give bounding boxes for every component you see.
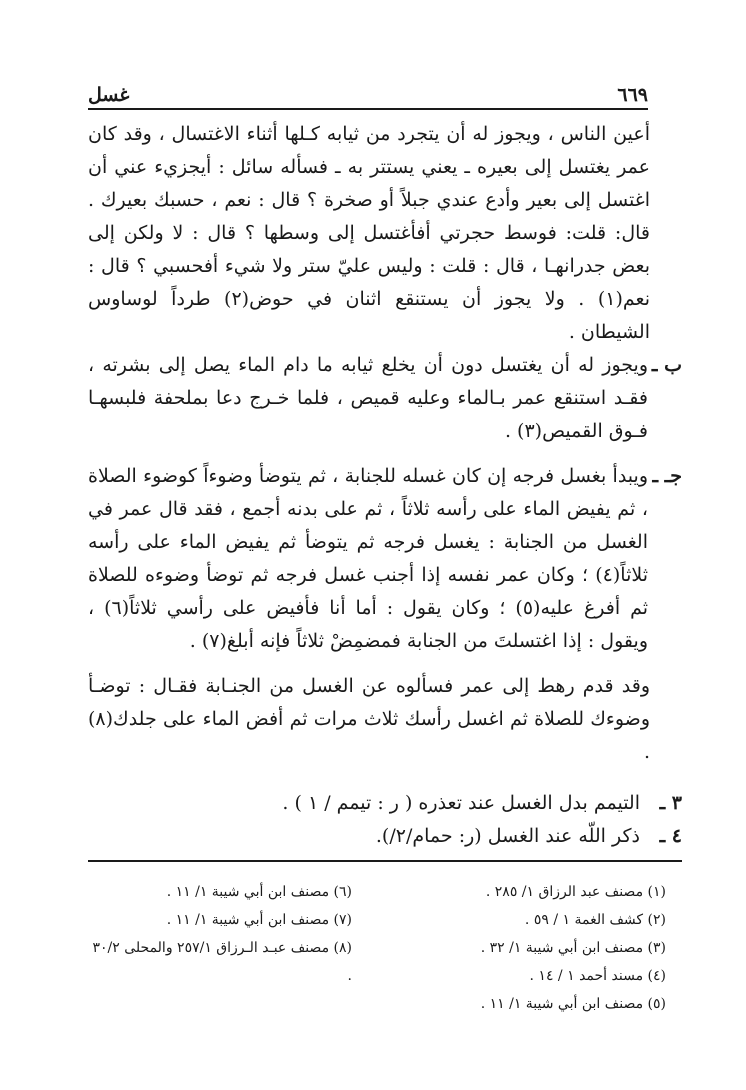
item-b-text: ويجوز له أن يغتسل دون أن يخلع ثيابه ما دام الماء يصل إلى بشرته ، فقـد استنقع عمر بـالماء وعليه قميص ، فلما خـرج دعا بملحفة فلبسهـا فـوق القميص(٣) .: [88, 354, 648, 442]
footnotes-right-column: [382, 878, 666, 1018]
item-b: [88, 349, 682, 448]
item-b-marker: ب ـ: [651, 354, 682, 376]
section-item-4: [88, 820, 682, 853]
section-item-3: [88, 787, 682, 820]
item-j-marker: جـ ـ: [652, 465, 682, 487]
footnotes: [88, 878, 666, 1018]
footnote-7: (٧) مصنف ابن أبي شيبة ١/ ١١ .: [166, 912, 352, 928]
header-page-number: ٦٦٩: [617, 84, 648, 106]
main-text: [88, 118, 682, 853]
footnotes-left-column: [88, 878, 382, 1018]
paragraph-rahat: وقد قدم رهط إلى عمر فسألوه عن الغسل من الجنـابة فقـال : توضـأ وضوءك للصلاة ثم اغسل رأسك ثلاث مرات ثم أفض الماء على جلدك(٨) .: [88, 675, 650, 763]
section-4-text: ذكر اللّه عند الغسل (ر: حمام/٢/).: [375, 825, 640, 847]
footnote-8: (٨) مصنف عبـد الـرزاق ٢٥٧/١ والمحلى ٣٠/٢ .: [92, 940, 352, 984]
header-word: غسل: [88, 84, 130, 106]
footnote-4: (٤) مسند أحمد ١ / ١٤ .: [529, 968, 666, 984]
spacer: [88, 658, 682, 670]
section-3-text: التيمم بدل الغسل عند تعذره ( ر : تيمم / ١ ) .: [282, 792, 640, 814]
paragraph-1: أعين الناس ، ويجوز له أن يتجرد من ثيابه كـلها أثناء الاغتسال ، وقد كان عمر يغتسل إلى بعيره ـ يعني يستتر به ـ فسأله سائل : أيجزيء عني أن اغتسل إلى بعير وأدع عندي جبلاً أو صخرة ؟ قال : نعم ، حسبك بعيرك . قال: قلت: فوسط حجرتي أفأغتسل إلى وسطها ؟ قال : لا ولكن إلى بعض جدرانهـا ، قال : قلت : وليس عليّ ستر ولا شيء أفحسبي ؟ قال : نعم(١) . ولا يجوز أن يستنقع اثنان في حوض(٢) طرداً لوساوس الشيطان .: [88, 123, 650, 343]
footnote-2: (٢) كشف الغمة ١ / ٥٩ .: [524, 912, 666, 928]
item-j-text: ويبدأ بغسل فرجه إن كان غسله للجنابة ، ثم يتوضأ وضوءاً كوضوء الصلاة ، ثم يفيض الماء على رأسه ثلاثاً ، ثم على بدنه أجمع ، فقد قال عمر في الغسل من الجنابة : يغسل فرجه ثم يتوضأ ثم يفيض الماء على رأسه ثلاثاً(٤) ؛ وكان عمر نفسه إذا أجنب غسل فرجه ثم توضأ وضوءه للصلاة ثم أفرغ عليه(٥) ؛ وكان يقول : أما أنا فأفيض على رأسي ثلاثاً(٦) ، ويقول : إذا اغتسلتَ من الجنابة فمضمِضْ ثلاثاً فإنه أبلغ(٧) .: [88, 465, 649, 652]
footnote-rule: [88, 860, 682, 862]
header-rule: [88, 108, 648, 110]
footnote-6: (٦) مصنف ابن أبي شيبة ١/ ١١ .: [166, 884, 352, 900]
section-4-marker: ٤ ـ: [659, 825, 682, 847]
spacer: [88, 448, 682, 460]
footnote-3: (٣) مصنف ابن أبي شيبة ١/ ٣٢ .: [480, 940, 666, 956]
footnote-5: (٥) مصنف ابن أبي شيبة ١/ ١١ .: [480, 996, 666, 1012]
item-j: [88, 460, 682, 658]
footnote-1: (١) مصنف عبد الرزاق ١/ ٢٨٥ .: [485, 884, 666, 900]
section-3-marker: ٣ ـ: [659, 792, 682, 814]
spacer: [88, 769, 682, 787]
page-header: [88, 76, 648, 106]
